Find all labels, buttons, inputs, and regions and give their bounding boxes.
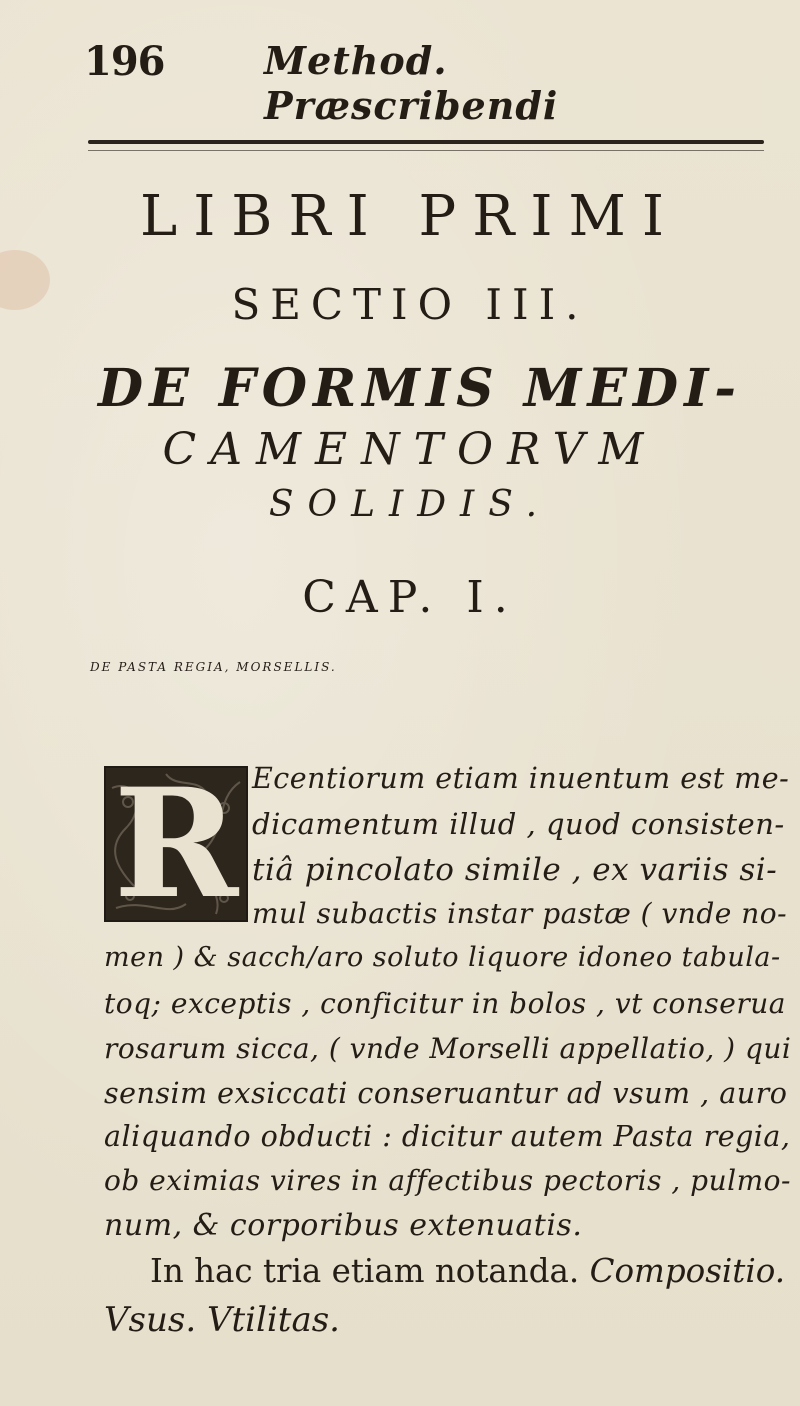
book-heading: LIBRI PRIMI [140,184,680,249]
text-line: sensim exsiccati conseruantur ad vsum , auro [104,1077,788,1110]
text-line: mul subactis instar pastæ ( vnde no- [252,897,788,930]
subject-heading-line2: CAMENTORVM [162,424,658,475]
head-rule [88,140,764,144]
initial-letter: R [113,756,239,932]
text-line: Ecentiorum etiam inuentum est me- [252,762,790,795]
section-heading: SECTIO III. [231,280,589,329]
page-number: 196 [84,38,165,85]
chapter-title: DE PASTA REGIA, MORSELLIS. [90,660,337,674]
text-line: men ) & sacch/aro soluto liquore idoneo tabula- [104,942,781,973]
text-line: num, & corporibus extenuatis. [104,1208,583,1243]
running-title: Method. Præscribendi [264,38,559,128]
paper-stain [0,250,50,310]
catchword: Vsus. Vtilitas. [104,1300,340,1340]
text-line: rosarum sicca, ( vnde Morselli appellatio, ) qui [104,1032,792,1065]
closing-italic-text: Compositio. [589,1252,786,1290]
closing-line [150,1252,785,1290]
head-rule-thin [88,150,764,151]
text-line: dicamentum illud , quod consisten- [252,807,785,841]
subject-heading-line1: DE FORMIS MEDI- [98,358,742,419]
subject-heading-line3: SOLIDIS. [268,484,552,525]
text-line: tiâ pincolato simile , ex variis si- [252,852,778,888]
closing-roman-text: In hac tria etiam notanda. [150,1252,580,1290]
running-head [84,36,724,128]
decorated-initial [104,756,248,932]
chapter-heading: CAP. I. [302,572,518,623]
text-line: ob eximias vires in affectibus pectoris , pulmo- [104,1164,791,1197]
text-line: aliquando obducti : dicitur autem Pasta regia, [104,1120,791,1153]
text-line: toq; exceptis , conficitur in bolos , vt conserua [104,987,786,1020]
